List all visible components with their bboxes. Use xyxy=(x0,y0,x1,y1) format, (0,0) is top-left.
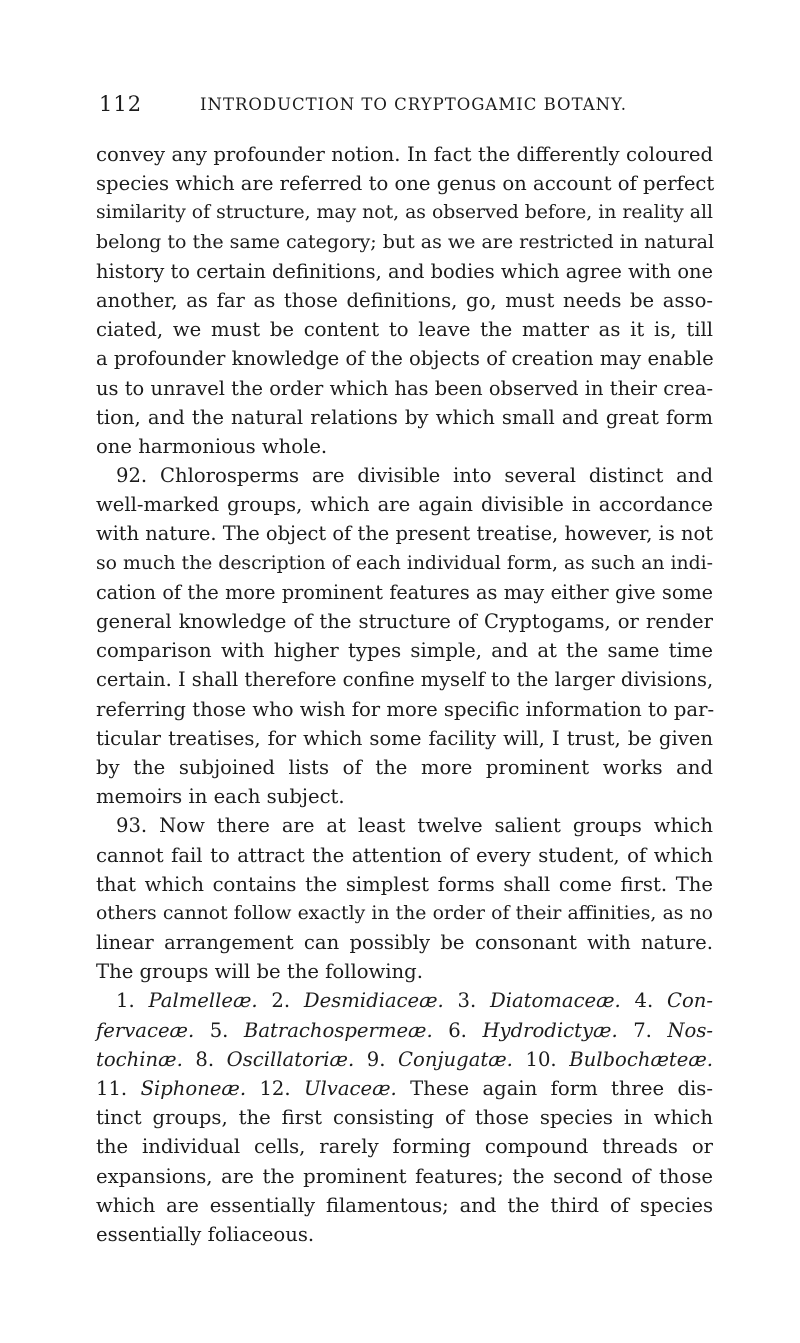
text-line: comparison with higher types simple, and at the same time xyxy=(96,639,713,663)
text-line: with nature. The object of the present treatise, however, is not xyxy=(96,522,713,546)
group-number: 12. xyxy=(259,1077,291,1100)
group-number: 6. xyxy=(448,1018,467,1042)
text-line: the individual cells, rarely forming compound threads or xyxy=(96,1135,713,1159)
group-name: Conjugatæ. xyxy=(398,1047,513,1071)
group-list-line xyxy=(96,1016,713,1045)
body-text xyxy=(96,140,713,1249)
text-line: one harmonious whole. xyxy=(96,434,328,458)
group-name: Hydrodictyæ. xyxy=(482,1018,618,1042)
group-number: 8. xyxy=(195,1047,215,1071)
text-line: another, as far as those definitions, go, must needs be asso- xyxy=(96,288,713,312)
text-line: cation of the more prominent features as may either give some xyxy=(96,580,713,604)
text-line: a profounder knowledge of the objects of creation may enable xyxy=(96,347,714,371)
group-list-line xyxy=(96,1045,713,1074)
group-entry xyxy=(96,1019,194,1042)
group-entry xyxy=(116,989,258,1012)
text-line: expansions, are the prominent features; the second of those xyxy=(96,1164,713,1188)
group-name: Ulvaceæ. xyxy=(304,1077,397,1100)
group-name: Desmidiaceæ. xyxy=(303,989,444,1013)
group-name: Oscillatoriæ. xyxy=(226,1047,355,1071)
text-line: tinct groups, the first consisting of those species in which xyxy=(96,1106,713,1130)
text-line: general knowledge of the structure of Cryptogams, or render xyxy=(96,610,713,633)
group-entry xyxy=(210,1019,433,1042)
text-line: history to certain definitions, and bodies which agree with one xyxy=(96,259,713,283)
group-entry xyxy=(271,989,443,1012)
text-line: similarity of structure, may not, as observed before, in reality all xyxy=(96,202,713,224)
text-line: that which contains the simplest forms shall come first. The xyxy=(96,872,713,896)
text-line: which are essentially filamentous; and the third of species xyxy=(96,1193,713,1217)
group-name: Palmelleæ. xyxy=(148,989,258,1013)
group-number: 3. xyxy=(457,989,477,1013)
group-entry xyxy=(458,989,621,1012)
group-name: Batrachospermeæ. xyxy=(243,1018,433,1042)
text-line: belong to the same category; but as we are restricted in natural xyxy=(96,230,715,253)
text-line: essentially foliaceous. xyxy=(96,1222,315,1246)
running-head xyxy=(99,92,719,122)
page-number: 112 xyxy=(99,92,143,116)
text-line: certain. I shall therefore confine myself to the larger divisions, xyxy=(96,668,714,692)
text-line: by the subjoined lists of the more prominent works and xyxy=(96,755,713,779)
text-line: others cannot follow exactly in the order of their affinities, as no xyxy=(96,902,713,924)
group-name: Nos- xyxy=(667,1018,714,1042)
group-name: Con- xyxy=(667,989,714,1013)
text-line: convey any profounder notion. In fact the differently coloured xyxy=(96,143,713,166)
text-line: tion, and the natural relations by which small and great form xyxy=(96,405,713,429)
paragraph-92-start: 92. Chlorosperms are divisible into several distinct and xyxy=(116,464,713,488)
text-line: us to unravel the order which has been observed in their crea- xyxy=(96,376,713,400)
text-fragment: These again form three dis- xyxy=(410,1077,713,1100)
text-line: The groups will be the following. xyxy=(96,960,423,984)
text-line: ticular treatises, for which some facility will, I trust, be given xyxy=(96,726,713,750)
text-line: well-marked groups, which are again divisible in accordance xyxy=(96,493,713,517)
group-name: tochinæ. xyxy=(96,1047,183,1071)
group-name: Diatomaceæ. xyxy=(489,989,621,1013)
group-number: 7. xyxy=(633,1018,652,1042)
group-number: 4. xyxy=(634,989,654,1013)
text-line: referring those who wish for more specific information to par- xyxy=(96,697,715,721)
group-entry xyxy=(96,1048,183,1071)
group-entry xyxy=(635,989,713,1012)
text-line: species which are referred to one genus on account of perfect xyxy=(96,172,715,196)
group-entry xyxy=(633,1019,713,1042)
group-number: 2. xyxy=(271,989,291,1013)
group-number: 5. xyxy=(209,1018,229,1042)
text-line: memoirs in each subject. xyxy=(96,785,345,809)
group-list-line xyxy=(96,986,713,1015)
group-entry xyxy=(367,1048,513,1071)
group-number: 11. xyxy=(96,1077,128,1100)
text-line: so much the description of each individual form, as such an indi- xyxy=(96,552,713,574)
text-line: cannot fail to attract the attention of every student, of which xyxy=(96,843,713,867)
group-name: Bulbochæteæ. xyxy=(569,1047,713,1071)
group-name: fervaceæ. xyxy=(96,1018,195,1042)
group-name: Siphoneæ. xyxy=(140,1077,247,1100)
group-entry xyxy=(525,1048,713,1071)
group-number: 10. xyxy=(525,1047,557,1071)
group-number: 9. xyxy=(366,1047,386,1071)
group-entry xyxy=(195,1048,354,1071)
paragraph-93-start: 93. Now there are at least twelve salient groups which xyxy=(116,814,713,838)
group-entry xyxy=(259,1077,396,1100)
group-entry xyxy=(448,1019,617,1042)
group-list-line xyxy=(96,1074,713,1103)
text-line: ciated, we must be content to leave the matter as it is, till xyxy=(96,318,713,342)
group-entry xyxy=(96,1077,246,1100)
running-title: INTRODUCTION TO CRYPTOGAMIC BOTANY. xyxy=(200,95,628,114)
group-number: 1. xyxy=(116,989,135,1013)
text-line: linear arrangement can possibly be consonant with nature. xyxy=(96,931,713,955)
